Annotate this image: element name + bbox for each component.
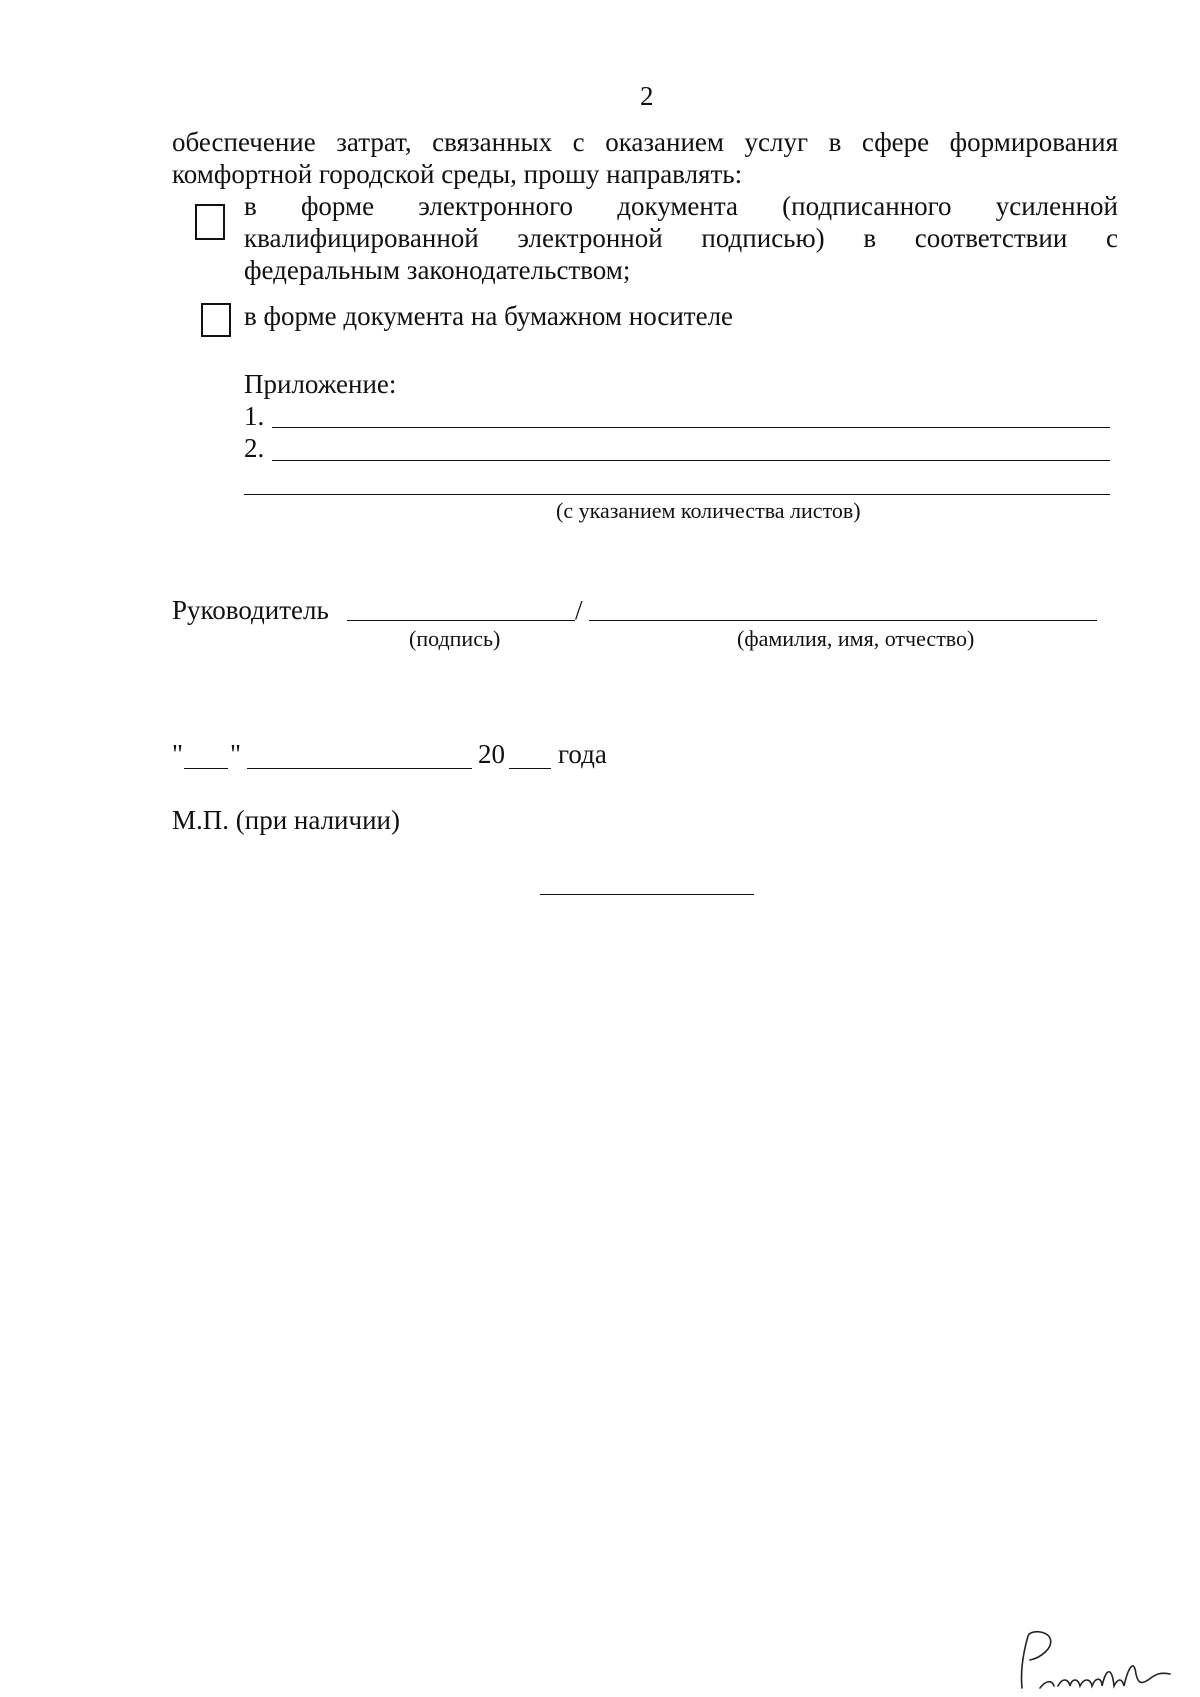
paper-option-checkbox[interactable] — [201, 303, 231, 337]
paper-option-label: в форме документа на бумажном носителе — [244, 301, 734, 331]
electronic-option-line-1: в форме электронного документа (подписанного усиленной — [244, 191, 1118, 221]
attachment-3-field[interactable] — [244, 494, 1110, 495]
full-name-field[interactable] — [589, 620, 1097, 621]
signature-role-label: Руководитель — [172, 595, 329, 625]
attachments-note: (с указанием количества листов) — [556, 498, 861, 523]
date-year-field[interactable] — [509, 768, 551, 769]
intro-line-1: обеспечение затрат, связанных с оказанием услуг в сфере формирования — [172, 127, 1118, 157]
date-month-field[interactable] — [247, 768, 472, 769]
attachments-heading: Приложение: — [244, 369, 397, 399]
attachment-1-number: 1. — [244, 401, 265, 431]
electronic-option-checkbox[interactable] — [195, 204, 225, 240]
page-number: 2 — [640, 81, 654, 111]
attachment-2-number: 2. — [244, 433, 265, 463]
full-name-caption: (фамилия, имя, отчество) — [737, 626, 975, 651]
handwritten-signature — [1010, 1628, 1185, 1695]
signature-slash: / — [575, 595, 583, 625]
electronic-option-line-3: федеральным законодательством; — [244, 255, 631, 285]
signature-field[interactable] — [347, 620, 575, 621]
date-quote-open: " — [172, 739, 184, 769]
attachment-1-field[interactable] — [272, 427, 1110, 428]
electronic-option-line-2: квалифицированной электронной подписью) в соответствии с — [244, 223, 1118, 253]
date-suffix: года — [558, 739, 607, 769]
date-quote-close: " — [230, 739, 242, 769]
date-day-field[interactable] — [184, 768, 228, 769]
date-century: 20 — [478, 739, 505, 769]
signature-caption: (подпись) — [409, 626, 501, 651]
closing-separator — [540, 894, 754, 895]
attachment-2-field[interactable] — [272, 460, 1110, 461]
stamp-note: М.П. (при наличии) — [172, 805, 400, 835]
intro-line-2: комфортной городской среды, прошу направлять: — [172, 159, 743, 189]
